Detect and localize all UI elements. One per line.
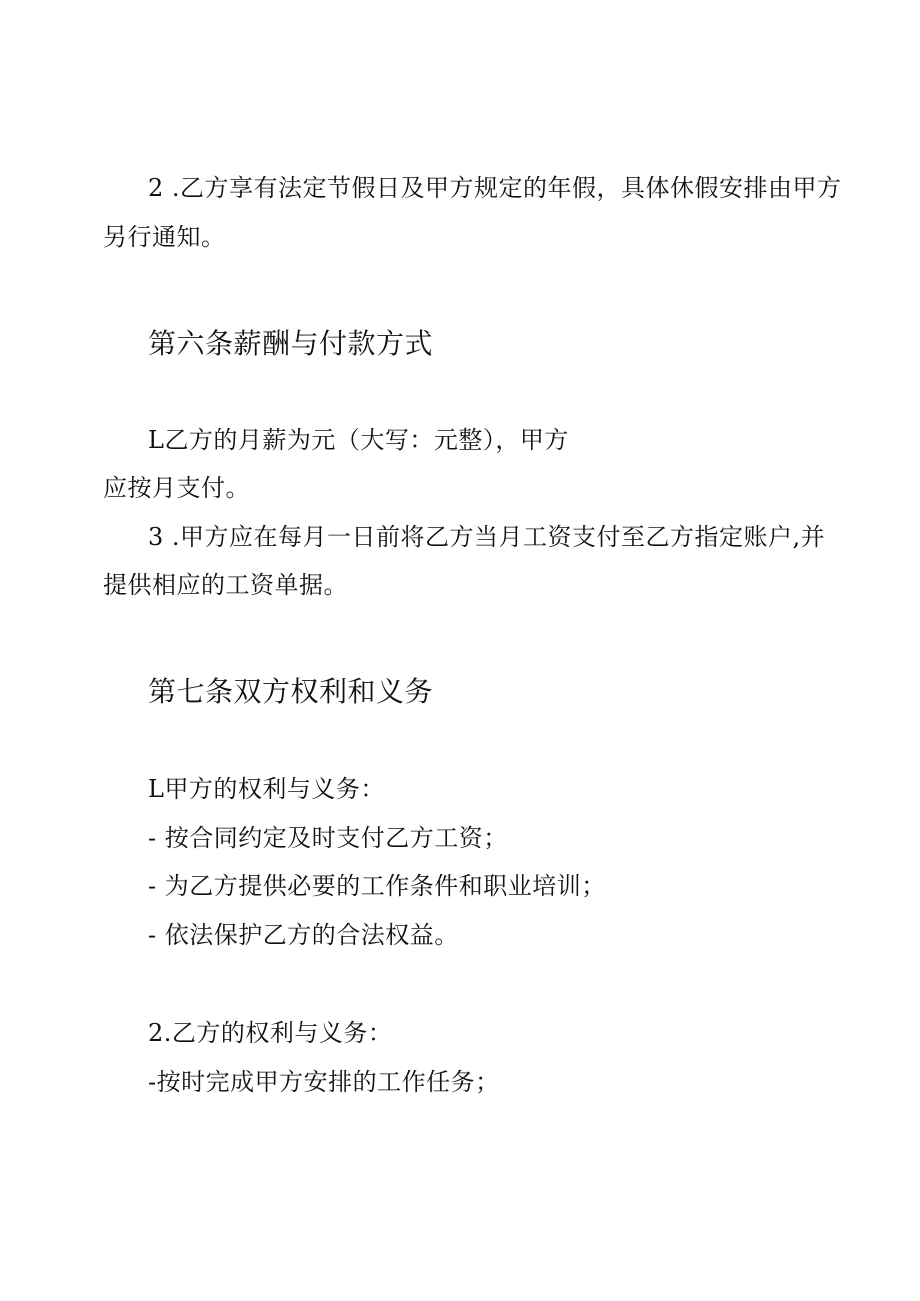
paragraph-line: 应按月支付。 — [103, 474, 250, 502]
paragraph-line: 另行通知。 — [103, 223, 226, 251]
subsection-title: 2.乙方的权利与义务： — [148, 1019, 393, 1047]
subsection-title: L甲方的权利与义务： — [148, 775, 385, 803]
section-heading: 第七条双方权利和义务 — [148, 675, 434, 708]
paragraph-line: L乙方的月薪为元（大写：元整），甲方 — [148, 426, 569, 454]
paragraph-line: 提供相应的工资单据。 — [103, 571, 348, 599]
list-item: - 按合同约定及时支付乙方工资； — [148, 824, 508, 852]
section-heading: 第六条薪酬与付款方式 — [148, 327, 434, 360]
list-item: - 依法保护乙方的合法权益。 — [148, 921, 459, 949]
list-item: -按时完成甲方安排的工作任务； — [148, 1068, 500, 1096]
paragraph-line: 3 .甲方应在每月一日前将乙方当月工资支付至乙方指定账户,并 — [148, 523, 826, 551]
paragraph-line: 2 .乙方享有法定节假日及甲方规定的年假，具体休假安排由甲方 — [148, 174, 842, 202]
list-item: - 为乙方提供必要的工作条件和职业培训； — [148, 872, 606, 900]
